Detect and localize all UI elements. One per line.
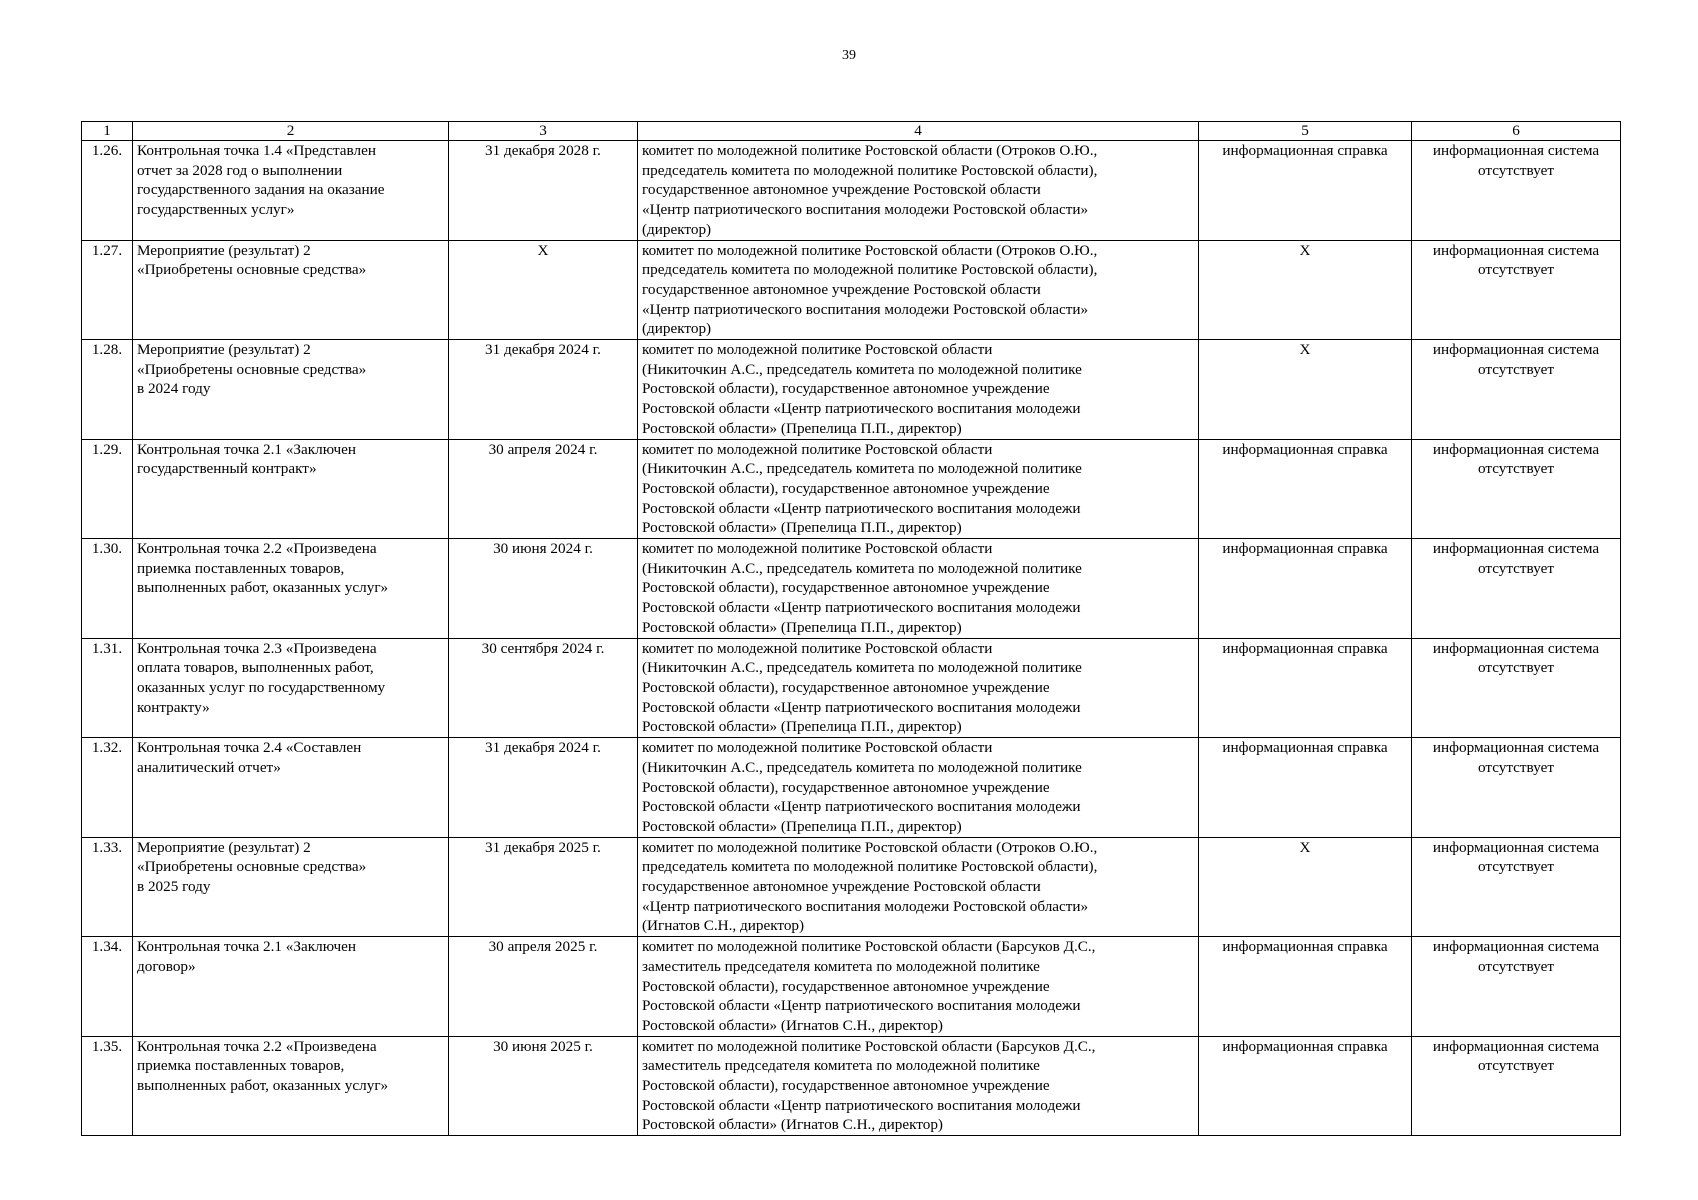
- row-number: 1.29.: [82, 439, 133, 539]
- deadline: 31 декабря 2028 г.: [449, 141, 638, 241]
- deadline: 30 апреля 2025 г.: [449, 937, 638, 1037]
- responsible: комитет по молодежной политике Ростовской области (Отроков О.Ю., председатель комитета по молодежной политике Ростовской области), государственное автономное учреждение Ростовской области «Центр патриотического воспитания молодежи Ростовской области» (директор): [638, 141, 1199, 241]
- information-system: информационная система отсутствует: [1412, 439, 1621, 539]
- responsible: комитет по молодежной политике Ростовской области (Никиточкин А.С., председатель комитета по молодежной политике Ростовской области), государственное автономное учреждение Ростовской области «Центр патриотического воспитания молодежи Ростовской области» (Препелица П.П., директор): [638, 738, 1199, 838]
- event-name: Контрольная точка 2.1 «Заключен государственный контракт»: [133, 439, 449, 539]
- deadline: 31 декабря 2024 г.: [449, 340, 638, 440]
- responsible: комитет по молодежной политике Ростовской области (Отроков О.Ю., председатель комитета по молодежной политике Ростовской области), государственное автономное учреждение Ростовской области «Центр патриотического воспитания молодежи Ростовской области» (Игнатов С.Н., директор): [638, 837, 1199, 937]
- information-system: информационная система отсутствует: [1412, 937, 1621, 1037]
- row-number: 1.35.: [82, 1036, 133, 1136]
- responsible: комитет по молодежной политике Ростовской области (Барсуков Д.С., заместитель председателя комитета по молодежной политике Ростовской области), государственное автономное учреждение Ростовской области «Центр патриотического воспитания молодежи Ростовской области» (Игнатов С.Н., директор): [638, 1036, 1199, 1136]
- responsible: комитет по молодежной политике Ростовской области (Барсуков Д.С., заместитель председателя комитета по молодежной политике Ростовской области), государственное автономное учреждение Ростовской области «Центр патриотического воспитания молодежи Ростовской области» (Игнатов С.Н., директор): [638, 937, 1199, 1037]
- deadline: 30 сентября 2024 г.: [449, 638, 638, 738]
- information-system: информационная система отсутствует: [1412, 340, 1621, 440]
- page-number: 39: [842, 48, 856, 63]
- confirming-document: информационная справка: [1199, 638, 1412, 738]
- confirming-document: информационная справка: [1199, 439, 1412, 539]
- table-row: [82, 340, 1621, 440]
- table-row: [82, 837, 1621, 937]
- information-system: информационная система отсутствует: [1412, 141, 1621, 241]
- row-number: 1.33.: [82, 837, 133, 937]
- row-number: 1.26.: [82, 141, 133, 241]
- event-name: Контрольная точка 2.2 «Произведена приемка поставленных товаров, выполненных работ, оказанных услуг»: [133, 1036, 449, 1136]
- confirming-document: информационная справка: [1199, 539, 1412, 639]
- table-row: [82, 240, 1621, 340]
- header-col-2: 2: [133, 122, 449, 141]
- responsible: комитет по молодежной политике Ростовской области (Никиточкин А.С., председатель комитета по молодежной политике Ростовской области), государственное автономное учреждение Ростовской области «Центр патриотического воспитания молодежи Ростовской области» (Препелица П.П., директор): [638, 439, 1199, 539]
- deadline: 31 декабря 2024 г.: [449, 738, 638, 838]
- deadline: 31 декабря 2025 г.: [449, 837, 638, 937]
- information-system: информационная система отсутствует: [1412, 738, 1621, 838]
- event-name: Контрольная точка 2.3 «Произведена оплата товаров, выполненных работ, оказанных услуг по государственному контракту»: [133, 638, 449, 738]
- table-row: [82, 638, 1621, 738]
- row-number: 1.27.: [82, 240, 133, 340]
- row-number: 1.32.: [82, 738, 133, 838]
- event-name: Контрольная точка 2.2 «Произведена приемка поставленных товаров, выполненных работ, оказанных услуг»: [133, 539, 449, 639]
- information-system: информационная система отсутствует: [1412, 539, 1621, 639]
- confirming-document: Х: [1199, 240, 1412, 340]
- table-row: [82, 1036, 1621, 1136]
- responsible: комитет по молодежной политике Ростовской области (Отроков О.Ю., председатель комитета по молодежной политике Ростовской области), государственное автономное учреждение Ростовской области «Центр патриотического воспитания молодежи Ростовской области» (директор): [638, 240, 1199, 340]
- deadline: 30 июня 2024 г.: [449, 539, 638, 639]
- event-name: Контрольная точка 2.4 «Составлен аналитический отчет»: [133, 738, 449, 838]
- event-name: Мероприятие (результат) 2 «Приобретены основные средства» в 2025 году: [133, 837, 449, 937]
- header-col-6: 6: [1412, 122, 1621, 141]
- table-header: [82, 122, 1621, 141]
- table-row: [82, 141, 1621, 241]
- header-col-4: 4: [638, 122, 1199, 141]
- row-number: 1.28.: [82, 340, 133, 440]
- deadline: Х: [449, 240, 638, 340]
- confirming-document: Х: [1199, 837, 1412, 937]
- responsible: комитет по молодежной политике Ростовской области (Никиточкин А.С., председатель комитета по молодежной политике Ростовской области), государственное автономное учреждение Ростовской области «Центр патриотического воспитания молодежи Ростовской области» (Препелица П.П., директор): [638, 638, 1199, 738]
- event-name: Мероприятие (результат) 2 «Приобретены основные средства»: [133, 240, 449, 340]
- table-row: [82, 738, 1621, 838]
- table-body: [82, 141, 1621, 1136]
- responsible: комитет по молодежной политике Ростовской области (Никиточкин А.С., председатель комитета по молодежной политике Ростовской области), государственное автономное учреждение Ростовской области «Центр патриотического воспитания молодежи Ростовской области» (Препелица П.П., директор): [638, 340, 1199, 440]
- confirming-document: информационная справка: [1199, 738, 1412, 838]
- row-number: 1.30.: [82, 539, 133, 639]
- table-row: [82, 439, 1621, 539]
- implementation-plan-table: [81, 121, 1621, 1136]
- confirming-document: информационная справка: [1199, 1036, 1412, 1136]
- information-system: информационная система отсутствует: [1412, 240, 1621, 340]
- table-row: [82, 937, 1621, 1037]
- confirming-document: информационная справка: [1199, 937, 1412, 1037]
- row-number: 1.31.: [82, 638, 133, 738]
- header-col-5: 5: [1199, 122, 1412, 141]
- deadline: 30 июня 2025 г.: [449, 1036, 638, 1136]
- information-system: информационная система отсутствует: [1412, 638, 1621, 738]
- deadline: 30 апреля 2024 г.: [449, 439, 638, 539]
- table-row: [82, 539, 1621, 639]
- information-system: информационная система отсутствует: [1412, 837, 1621, 937]
- responsible: комитет по молодежной политике Ростовской области (Никиточкин А.С., председатель комитета по молодежной политике Ростовской области), государственное автономное учреждение Ростовской области «Центр патриотического воспитания молодежи Ростовской области» (Препелица П.П., директор): [638, 539, 1199, 639]
- header-row: [82, 122, 1621, 141]
- row-number: 1.34.: [82, 937, 133, 1037]
- event-name: Мероприятие (результат) 2 «Приобретены основные средства» в 2024 году: [133, 340, 449, 440]
- confirming-document: Х: [1199, 340, 1412, 440]
- information-system: информационная система отсутствует: [1412, 1036, 1621, 1136]
- confirming-document: информационная справка: [1199, 141, 1412, 241]
- event-name: Контрольная точка 1.4 «Представлен отчет за 2028 год о выполнении государственного задания на оказание государственных услуг»: [133, 141, 449, 241]
- header-col-3: 3: [449, 122, 638, 141]
- header-col-1: 1: [82, 122, 133, 141]
- event-name: Контрольная точка 2.1 «Заключен договор»: [133, 937, 449, 1037]
